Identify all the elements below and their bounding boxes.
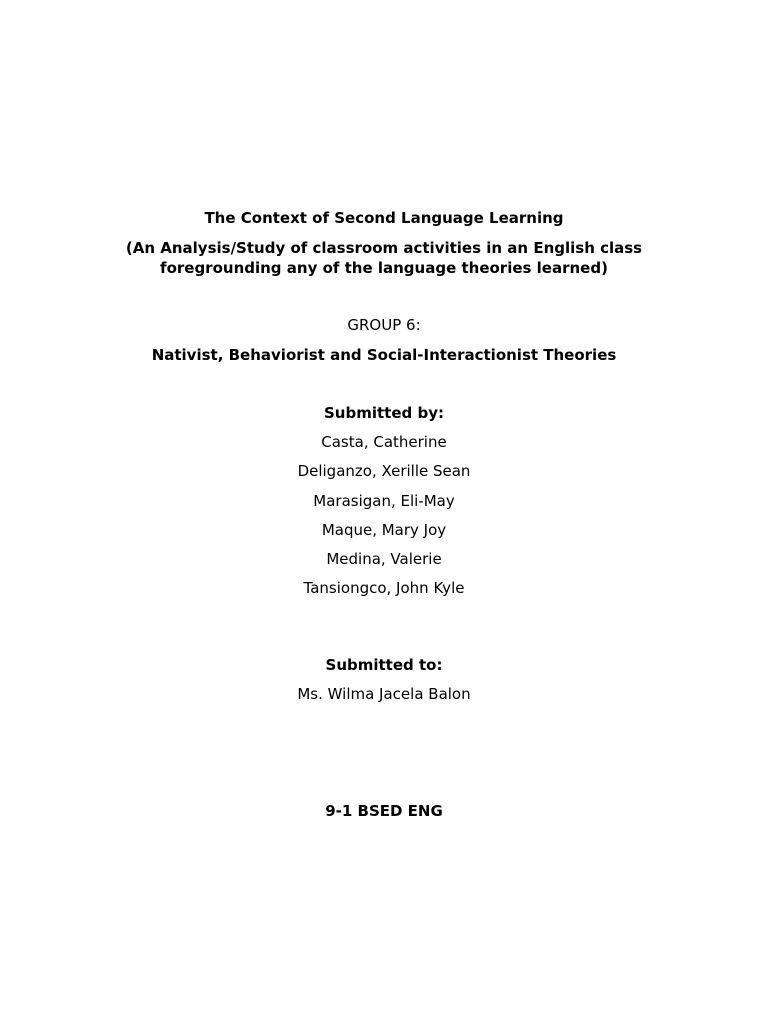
document-title: The Context of Second Language Learning	[204, 209, 564, 227]
member-name: Medina, Valerie	[326, 550, 442, 569]
section-label: 9-1 BSED ENG	[325, 802, 443, 820]
group-label: GROUP 6:	[347, 316, 421, 334]
member-name: Casta, Catherine	[321, 433, 447, 451]
member-name: Maque, Mary Joy	[321, 520, 447, 539]
document-subtitle-line-1: (An Analysis/Study of classroom activities in an English class	[125, 239, 643, 257]
theories-heading: Nativist, Behaviorist and Social-Interactionist Theories	[151, 346, 617, 364]
member-list	[0, 432, 768, 608]
teacher-name: Ms. Wilma Jacela Balon	[297, 685, 471, 703]
member-name: Tansiongco, John Kyle	[303, 579, 465, 598]
member-name: Deliganzo, Xerille Sean	[297, 462, 471, 481]
document-subtitle-line-2: foregrounding any of the language theories learned)	[160, 259, 608, 277]
submitted-by-label: Submitted by:	[324, 404, 444, 422]
member-name: Marasigan, Eli-May	[313, 491, 455, 510]
submitted-to-label: Submitted to:	[325, 656, 443, 674]
